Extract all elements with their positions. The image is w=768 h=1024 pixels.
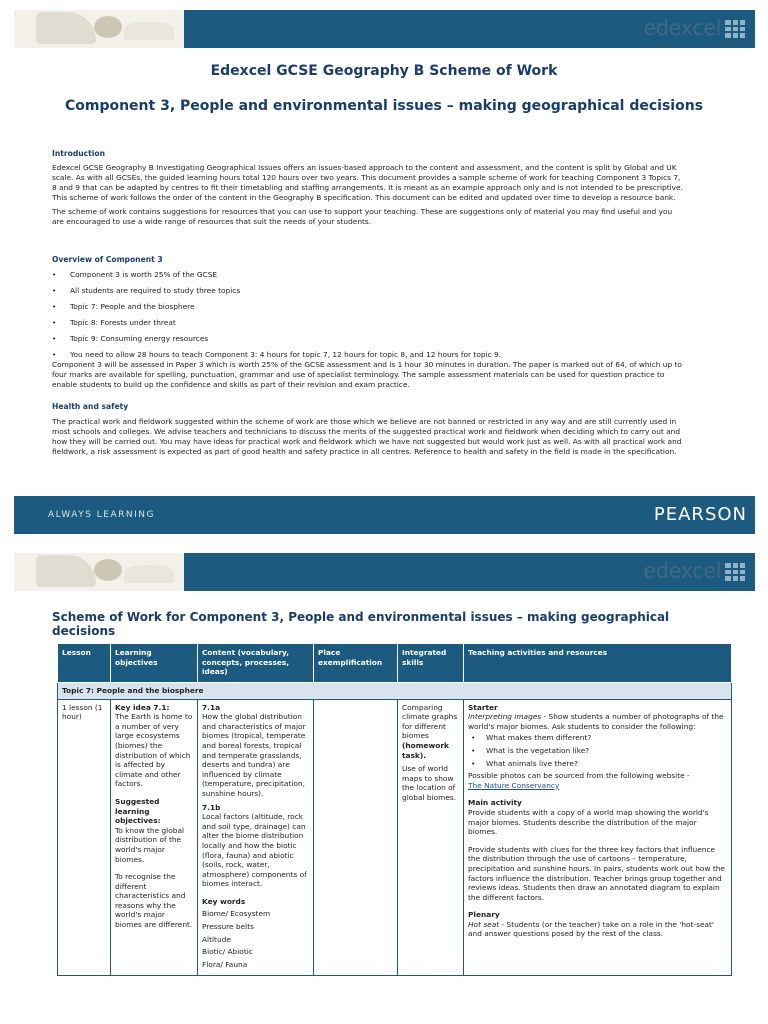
document-subtitle: Component 3, People and environmental issues – making geographical decisions (64, 98, 704, 114)
introduction-paragraph-1: Edexcel GCSE Geography B Investigating Geographical Issues offers an issues-based approach to the content and assessment, and the content is split by Global and UK scale. As with all GCSEs, the guided learning hours total 120 hours over two years. This document provides a sample scheme of work for teaching Component 3 Topics 7, 8 and 9 that can be adapted by centres to fit their timetabling and staffing arrangements. It is meant as an example approach only and is not intended to be prescriptive. This scheme of work follows the order of the content in the Geography B specification. This document can be edited and updated over time to develop a resource bank. (52, 163, 683, 202)
col-header-learning-objectives: Learning objectives (111, 644, 198, 683)
key-words-heading: Key words (202, 896, 246, 906)
overview-bullet: • Topic 8: Forests under threat (52, 318, 684, 334)
skills-text-2: Use of world maps to show the location of global biomes. (402, 764, 457, 802)
teaching-cell (464, 699, 732, 976)
content-7-1a-text: How the global distribution and characteristics of major biomes (tropical, temperate and boreal forests, tropical and temperate grasslands, deserts and tundra) are influenced by climate (temperature, precipitation, sunshine hours). (202, 712, 306, 798)
pearson-logo: PEARSON (653, 504, 747, 525)
main-activity-paragraph-2: Provide students with clues for the three key factors that influence the distribution through the use of cartoons – temperature, precipitation and sunshine hours. In pairs, students work out how the factors influence the distribution. Teacher brings group together and reviews ideas. Students then draw an annotated diagram to explain the different factors. (468, 844, 725, 902)
always-learning-text: ALWAYS LEARNING (48, 510, 155, 520)
starter-label: Interpreting images (468, 712, 542, 722)
health-safety-paragraph: The practical work and fieldwork suggested within the scheme of work are those which we believe are not banned or restricted in any way and are still currently used in most schools and colleges. We advise teachers and technicians to discuss the merits of the suggested practical work and fieldwork when deciding which to carry out and how they will be carried out. You may have ideas for practical work and fieldwork which we have not suggested but would work just as well. As with all practical work and fieldwork, a risk assessment is expected as part of good health and safety practice in all centres. Reference to health and safety in the field is made in the specification. (52, 417, 682, 456)
overview-bullet: • Topic 9: Consuming energy resources (52, 334, 684, 350)
slo-1: To know the global distribution of the world's major biomes. (115, 825, 185, 864)
content-7-1a-label: 7.1a (202, 702, 221, 712)
col-header-skills: Integrated skills (398, 644, 464, 683)
slo-heading: Suggested learning objectives: (115, 796, 161, 826)
edexcel-grid-icon (725, 563, 745, 581)
overview-bullet: • You need to allow 28 hours to teach Component 3: 4 hours for topic 7, 12 hours for topic 8, and 12 hours for topic 9. (52, 350, 684, 366)
starter-question: • What makes them different? (468, 733, 727, 743)
plenary-heading: Plenary (468, 910, 500, 920)
health-safety-section (52, 402, 684, 457)
introduction-section (52, 149, 684, 227)
content-cell (198, 699, 314, 976)
starter-question: • What is the vegetation like? (468, 746, 727, 756)
starter-question: • What animals live there? (468, 759, 727, 769)
banner-decoration (14, 553, 184, 591)
slo-2: To recognise the different characteristics and reasons why the world's major biomes are different. (115, 872, 193, 930)
place-cell (314, 699, 398, 976)
col-header-content: Content (vocabulary, concepts, processes, ideas) (198, 644, 314, 683)
overview-bullet: • Topic 7: People and the biosphere (52, 302, 684, 318)
key-word: Pressure belts (202, 922, 254, 932)
main-activity-heading: Main activity (468, 798, 522, 808)
content-7-1b-text: Local factors (altitude, rock and soil type, drainage) can alter the biome distribution locally and how the biotic (flora, fauna) and abiotic (soils, rock, water, atmosphere) components of biomes interact. (202, 812, 307, 889)
introduction-paragraph-2: The scheme of work contains suggestions for resources that you can use to support your teaching. These are suggestions only of material you may find useful and you are encouraged to use a wide range of resources that suit the needs of your students. (52, 207, 673, 226)
health-safety-heading: Health and safety (52, 402, 129, 411)
plenary-description: - Students (or the teacher) take on a role in the 'hot-seat' and answer questions posed by the rest of the class. (468, 919, 714, 939)
col-header-teaching: Teaching activities and resources (464, 644, 732, 683)
photos-source-text: Possible photos can be sourced from the following website - (468, 771, 690, 781)
header-banner-page-2 (14, 553, 755, 591)
overview-heading: Overview of Component 3 (52, 255, 163, 264)
table-header-row (58, 644, 732, 683)
banner-decoration (14, 10, 184, 48)
key-word: Biotic/ Abiotic (202, 947, 253, 957)
key-idea-label: Key idea 7.1: (115, 702, 170, 712)
scheme-of-work-title: Scheme of Work for Component 3, People and environmental issues – making geographical decisions (52, 610, 670, 638)
overview-heading-wrap (52, 255, 684, 265)
topic-row (58, 683, 732, 700)
objectives-cell (111, 699, 198, 976)
content-7-1b-label: 7.1b (202, 802, 221, 812)
introduction-heading: Introduction (52, 149, 106, 158)
edexcel-logo: edexcel (643, 559, 721, 583)
overview-paragraph: Component 3 will be assessed in Paper 3 which is worth 25% of the GCSE assessment and is 1 hour 30 minutes in duration. The paper is marked out of 64, of which up to four marks are available for spelling, punctuation, grammar and use of specialist terminology. The sample assessment materials can be used for question practice to enable students to build up the confidence and skills as part of their revision and exam practice. (52, 360, 682, 389)
key-word: Altitude (202, 934, 231, 944)
pearson-footer (14, 496, 755, 534)
skills-text-1: Comparing climate graphs for different biomes (402, 702, 458, 741)
overview-bullet: • Component 3 is worth 25% of the GCSE (52, 270, 684, 286)
nature-conservancy-link[interactable]: The Nature Conservancy (468, 780, 560, 790)
starter-questions (468, 733, 727, 768)
starter-text (468, 712, 727, 731)
key-word: Flora/ Fauna (202, 959, 248, 969)
skills-cell (398, 699, 464, 976)
topic-label: Topic 7: People and the biosphere (58, 683, 732, 700)
edexcel-logo: edexcel (643, 16, 721, 40)
edexcel-grid-icon (725, 20, 745, 38)
plenary-label: Hot seat (468, 919, 500, 929)
document-title: Edexcel GCSE Geography B Scheme of Work (210, 63, 558, 79)
col-header-lesson: Lesson (58, 644, 111, 683)
plenary-text (468, 920, 727, 939)
lesson-cell: 1 lesson (1 hour) (58, 699, 111, 976)
starter-heading: Starter (468, 702, 498, 712)
scheme-of-work-table (57, 643, 732, 976)
starter-description: - Show students a number of photographs of the world's major biomes. Ask students to consider the following: (468, 712, 724, 731)
overview-list (52, 270, 684, 366)
key-words-list (202, 909, 309, 969)
homework-task-label: (homework task). (402, 740, 449, 760)
overview-bullet: • All students are required to study three topics (52, 286, 684, 302)
header-banner (14, 10, 755, 48)
main-activity-paragraph-1: Provide students with a copy of a world map showing the world's major biomes. Students describe the distribution of the major biomes. (468, 807, 709, 837)
table-row (58, 699, 732, 976)
key-idea-text: The Earth is home to a number of very large ecosystems (biomes) the distribution of which is affected by climate and other factors. (115, 712, 193, 789)
col-header-place: Place exemplification (314, 644, 398, 683)
key-word: Biome/ Ecosystem (202, 909, 271, 919)
